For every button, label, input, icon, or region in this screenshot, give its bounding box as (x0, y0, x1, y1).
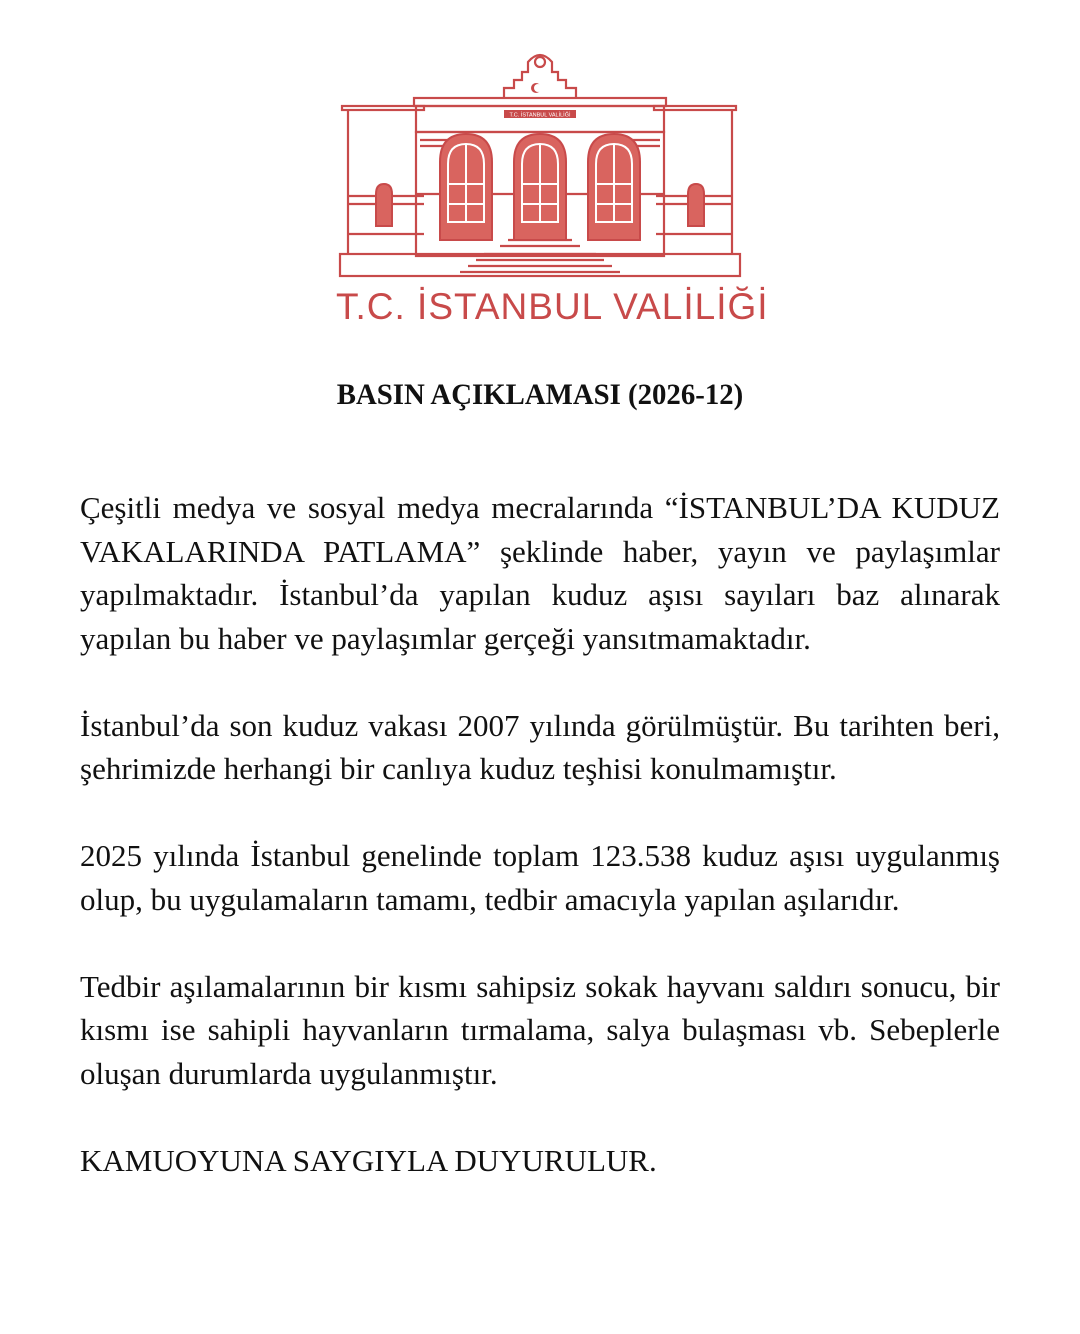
press-release-body (80, 486, 1000, 1182)
paragraph: İstanbul’da son kuduz vakası 2007 yılında görülmüştür. Bu tarihten beri, şehrimizde herhangi bir canlıya kuduz teşhisi konulmamıştır. (80, 707, 1000, 786)
istanbul-governorship-logo (336, 44, 769, 334)
logo-wordmark: T.C. İSTANBUL VALİLİĞİ (336, 286, 769, 327)
closing-statement: KAMUOYUNA SAYGIYLA DUYURULUR. (80, 1142, 657, 1178)
page-title: BASIN AÇIKLAMASI (2026-12) (336, 378, 744, 411)
paragraph: Tedbir aşılamalarının bir kısmı sahipsiz sokak hayvanı saldırı sonucu, bir kısmı ise sahipli hayvanların tırmalama, salya bulaşması vb. Sebeplerle oluşan durumlarda uygulanmıştır. (80, 968, 1000, 1091)
plaque-text: T.C. İSTANBUL VALİLİĞİ (509, 112, 571, 119)
paragraph: Çeşitli medya ve sosyal medya mecralarında “İSTANBUL’DA KUDUZ VAKALARINDA PATLAMA” şeklinde haber, yayın ve paylaşımlar yapılmaktadır. İstanbul’da yapılan kuduz aşısı sayıları baz alınarak yapılan bu haber ve paylaşımlar gerçeği yansıtmamaktadır. (80, 490, 1000, 656)
building-icon (336, 44, 744, 284)
paragraph: 2025 yılında İstanbul genelinde toplam 123.538 kuduz aşısı uygulanmış olup, bu uygulamaların tamamı, tedbir amacıyla yapılan aşılarıdır. (80, 838, 1000, 917)
